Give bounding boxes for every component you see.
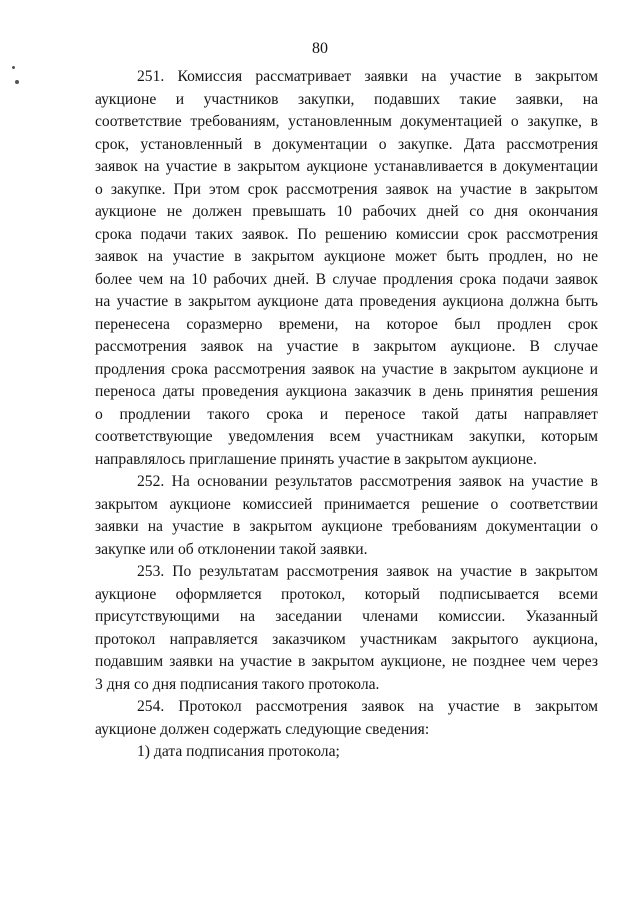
document-body: [95, 66, 598, 764]
paragraph: [95, 741, 598, 764]
text-line: о закупке. При этом срок рассмотрения заявок на участие в закрытом: [95, 180, 598, 198]
text-line: 1) дата подписания протокола;: [137, 743, 340, 760]
text-line: аукционе и участников закупки, подавших такие заявки, на: [95, 90, 598, 108]
paragraph: [95, 561, 598, 696]
text-line: 251. Комиссия рассматривает заявки на участие в закрытом: [137, 68, 598, 85]
text-line: присутствующими на заседании членами комиссии. Указанный: [95, 608, 598, 625]
text-line: закрытом аукционе комиссией принимается решение о соответствии: [95, 495, 598, 513]
paragraph: [95, 696, 598, 741]
text-line: аукционе оформляется протокол, который подписывается всеми: [95, 585, 598, 603]
text-line: срок, установленный в документации о закупке. Дата рассмотрения: [95, 135, 598, 153]
text-line: перенесена соразмерно времени, на которое был продлен срок: [95, 315, 598, 333]
text-line: протокол направляется заказчиком участникам закрытого аукциона,: [95, 630, 598, 648]
text-line: о продлении такого срока и переносе такой даты направляет: [95, 405, 598, 423]
paragraph: [95, 471, 598, 561]
scan-mark: [12, 66, 15, 69]
text-line: соответствие требованиям, установленным документацией о закупке, в: [95, 113, 598, 130]
text-line: заявок на участие в закрытом аукционе может быть продлен, но не: [95, 248, 598, 265]
text-line: заявки на участие в закрытом аукционе требованиям документации о: [95, 518, 598, 535]
text-line: аукционе должен содержать следующие сведения:: [95, 720, 430, 738]
text-line: подавшим заявки на участие в закрытом аукционе, не позднее чем через: [95, 653, 598, 670]
text-line: направлялось приглашение принять участие в закрытом аукционе.: [95, 450, 537, 468]
text-line: более чем на 10 рабочих дней. В случае продления срока подачи заявок: [95, 270, 598, 288]
text-line: 252. На основании результатов рассмотрения заявок на участие в: [137, 473, 598, 490]
text-line: аукционе не должен превышать 10 рабочих дней со дня окончания: [95, 203, 598, 220]
paragraph: [95, 66, 598, 471]
text-line: срока подачи таких заявок. По решению комиссии срок рассмотрения: [95, 225, 598, 243]
page-number: 80: [312, 40, 328, 57]
text-line: рассмотрения заявок на участие в закрытом аукционе. В случае: [95, 338, 598, 355]
text-line: 3 дня со дня подписания такого протокола.: [95, 675, 380, 693]
text-line: заявок на участие в закрытом аукционе устанавливается в документации: [95, 158, 598, 175]
text-line: продления срока рассмотрения заявок на участие в закрытом аукционе и: [95, 360, 598, 378]
text-line: переноса даты проведения аукциона заказчик в день принятия решения: [95, 383, 598, 400]
text-line: закупке или об отклонении такой заявки.: [95, 540, 368, 558]
text-line: на участие в закрытом аукционе дата проведения аукциона должна быть: [95, 293, 598, 310]
scan-mark: [15, 80, 19, 84]
text-line: 253. По результатам рассмотрения заявок на участие в закрытом: [137, 563, 598, 580]
text-line: соответствующие уведомления всем участникам закупки, которым: [95, 428, 598, 445]
text-line: 254. Протокол рассмотрения заявок на участие в закрытом: [137, 698, 598, 715]
